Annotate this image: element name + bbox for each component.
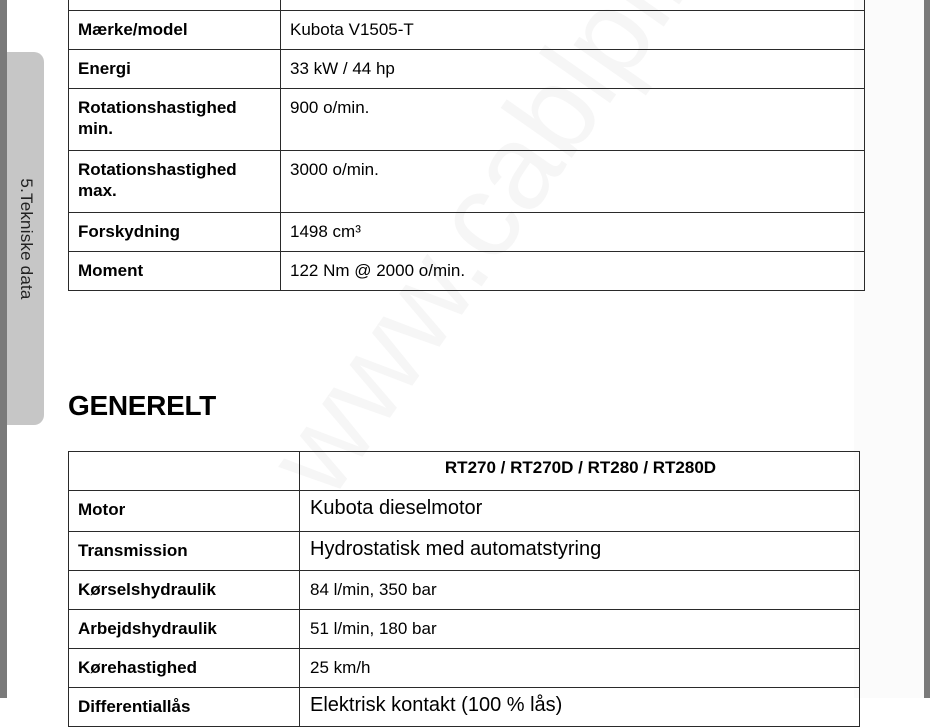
table-row — [69, 688, 860, 727]
spec-value: 3000 o/min. — [281, 151, 865, 213]
spec-label: Transmission — [69, 532, 300, 571]
spec-label: Rotationshastighed min. — [69, 89, 281, 151]
spec-label: Differentiallås — [69, 688, 300, 727]
spec-value: 51 l/min, 180 bar — [300, 610, 860, 649]
chapter-side-tab — [7, 52, 44, 425]
table-row — [69, 213, 865, 252]
spec-value — [281, 0, 865, 11]
spec-label: Energi — [69, 50, 281, 89]
spec-value: 122 Nm @ 2000 o/min. — [281, 252, 865, 291]
spec-value: 1498 cm³ — [281, 213, 865, 252]
spec-label: Mærke/model — [69, 11, 281, 50]
header-models: RT270 / RT270D / RT280 / RT280D — [300, 452, 860, 491]
engine-spec-table — [68, 0, 865, 291]
viewer-edge-right — [924, 0, 930, 698]
spec-value: Kubota dieselmotor — [300, 491, 860, 532]
table-row — [69, 571, 860, 610]
table-row — [69, 151, 865, 213]
table-row — [69, 532, 860, 571]
table-row — [69, 0, 865, 11]
table-row — [69, 649, 860, 688]
spec-value: Hydrostatisk med automatstyring — [300, 532, 860, 571]
spec-value: 900 o/min. — [281, 89, 865, 151]
spec-label: Forskydning — [69, 213, 281, 252]
spec-label: Rotationshastighed max. — [69, 151, 281, 213]
table-row — [69, 89, 865, 151]
table-header-row — [69, 452, 860, 491]
spec-label — [69, 0, 281, 11]
viewer-edge-left — [0, 0, 7, 698]
spec-value: Elektrisk kontakt (100 % lås) — [300, 688, 860, 727]
spec-label: Arbejdshydraulik — [69, 610, 300, 649]
table-row — [69, 491, 860, 532]
table-row — [69, 252, 865, 291]
section-title: GENERELT — [68, 390, 216, 421]
table-row — [69, 11, 865, 50]
spec-label: Moment — [69, 252, 281, 291]
table-row — [69, 50, 865, 89]
table-row — [69, 610, 860, 649]
spec-value: 25 km/h — [300, 649, 860, 688]
header-label — [69, 452, 300, 491]
chapter-tab-label: 5.Tekniske data — [16, 177, 36, 300]
spec-value: 33 kW / 44 hp — [281, 50, 865, 89]
spec-value: Kubota V1505-T — [281, 11, 865, 50]
spec-label: Motor — [69, 491, 300, 532]
spec-value: 84 l/min, 350 bar — [300, 571, 860, 610]
general-spec-table — [68, 451, 860, 727]
spec-label: Kørehastighed — [69, 649, 300, 688]
spec-label: Kørselshydraulik — [69, 571, 300, 610]
